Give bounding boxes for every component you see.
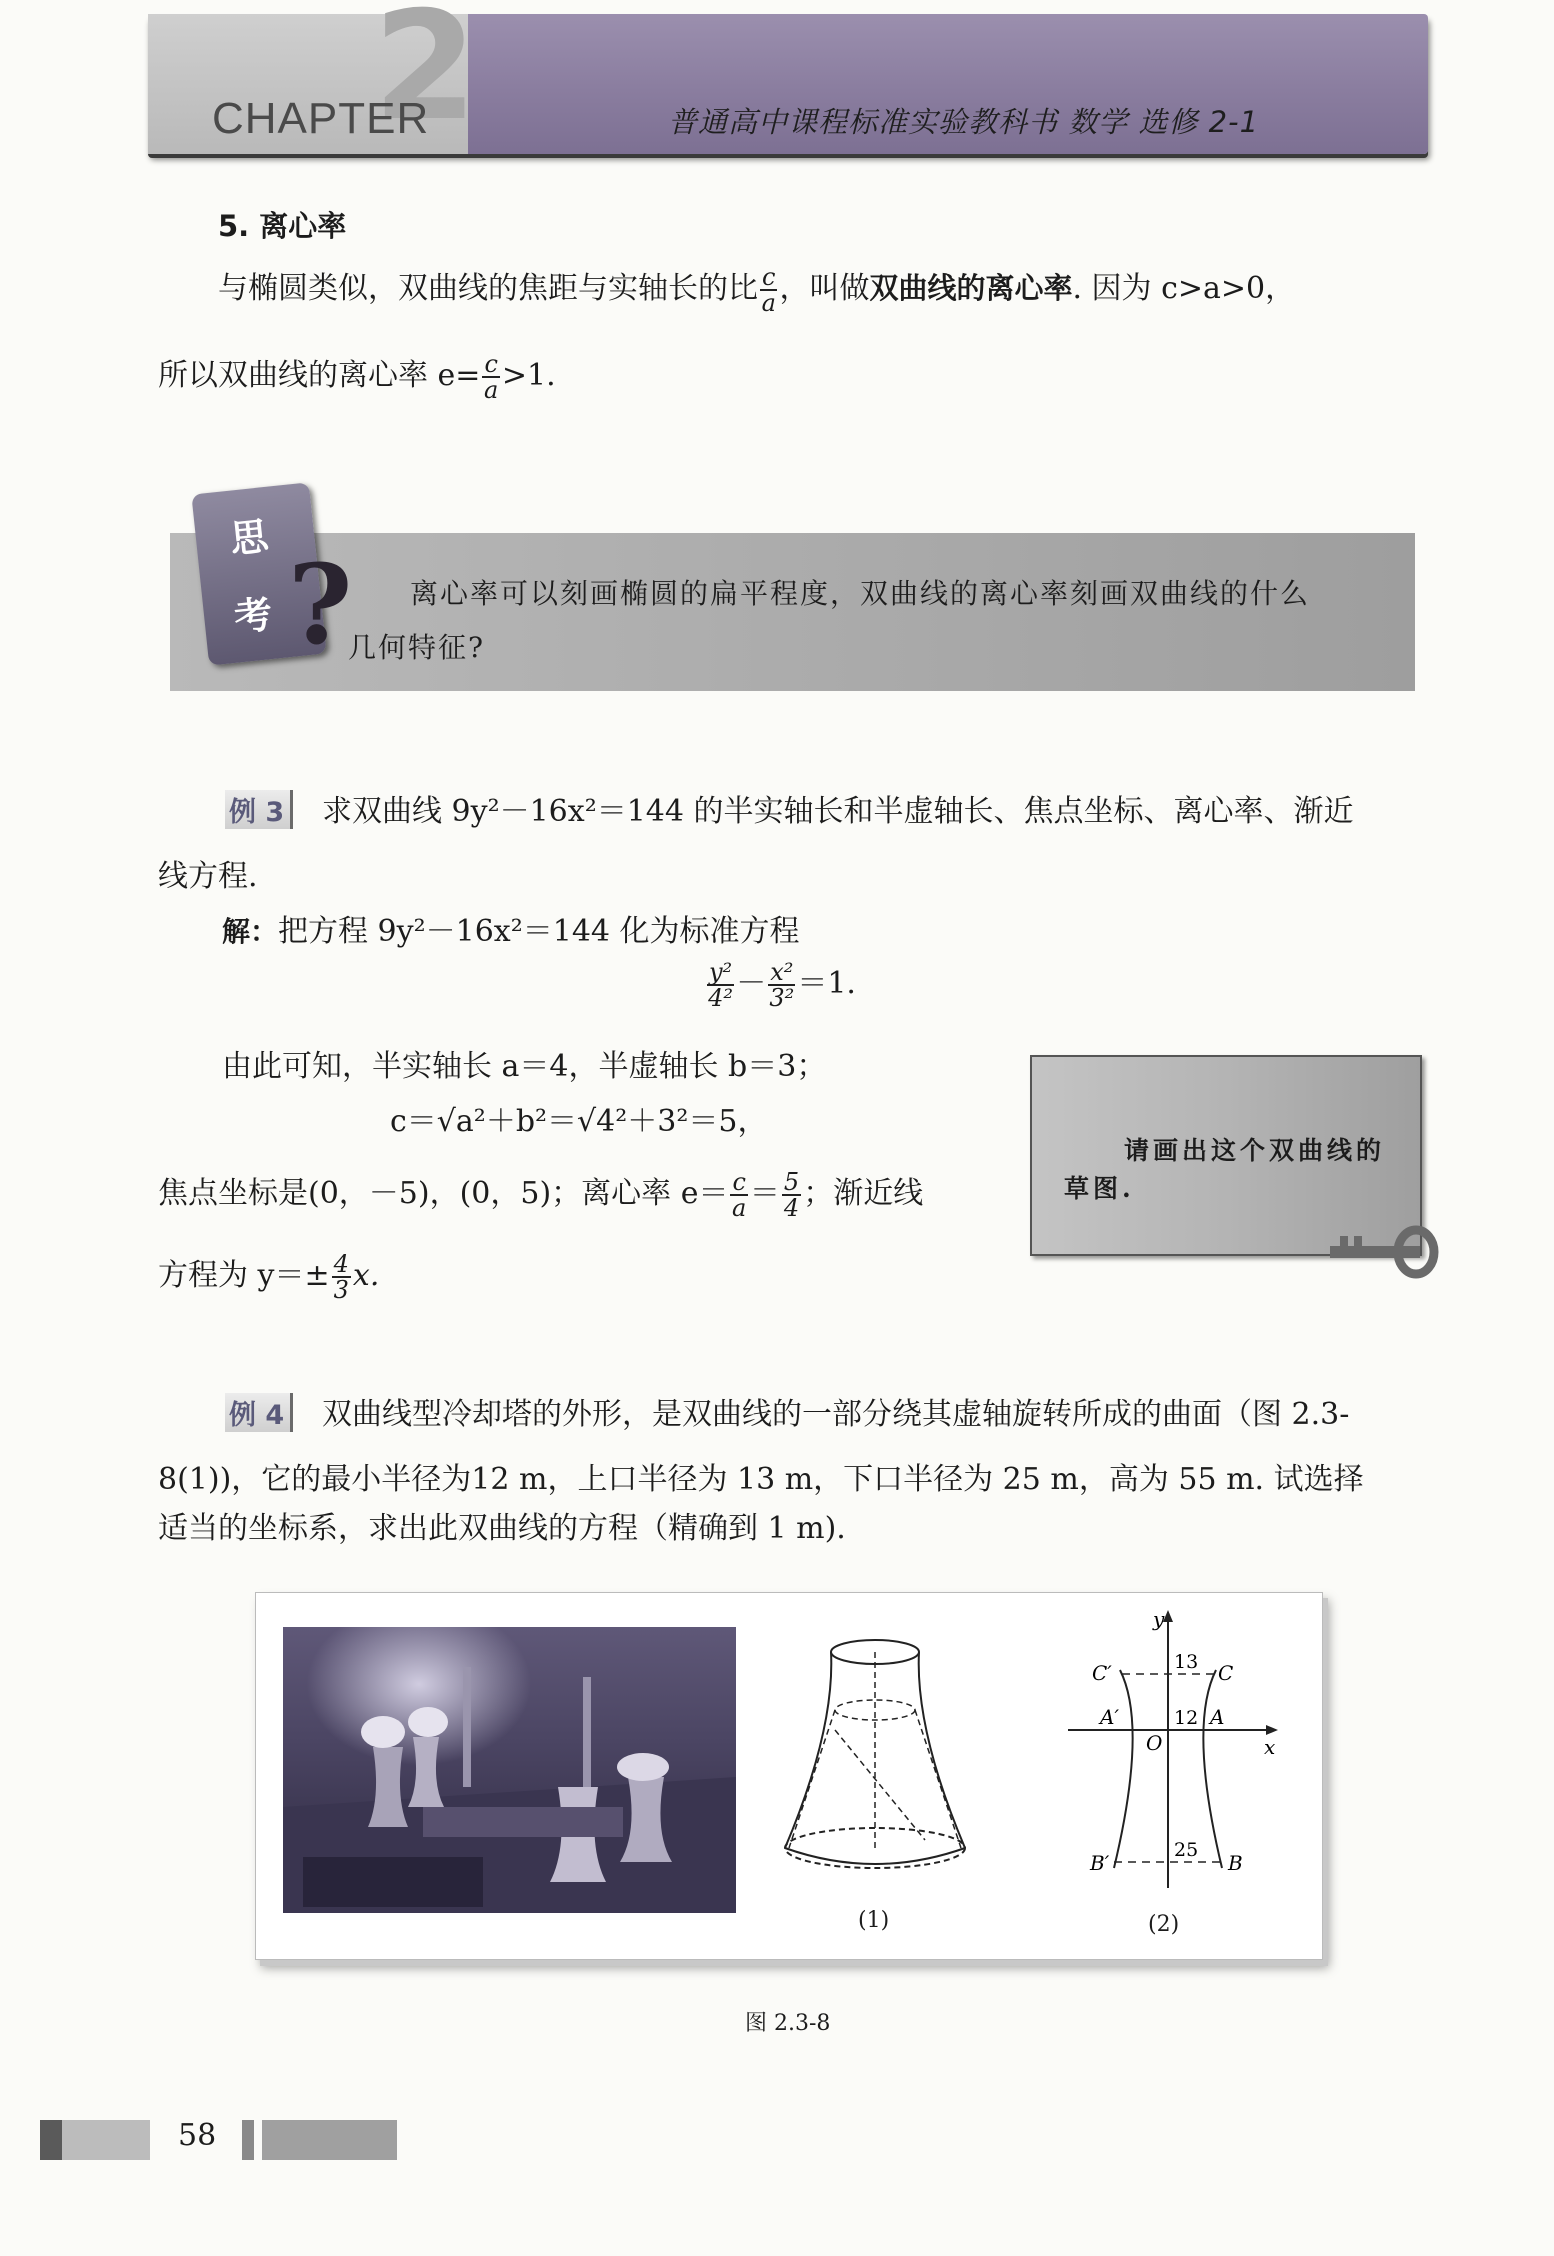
page-number: 58 bbox=[178, 2118, 217, 2153]
fraction-denominator: 3 bbox=[333, 1276, 349, 1304]
text-run: ，叫做 bbox=[779, 271, 870, 306]
point-a-prime-label: A′ bbox=[1100, 1705, 1119, 1729]
question-mark-icon: ? bbox=[288, 540, 353, 669]
chapter-badge bbox=[148, 0, 478, 154]
fraction-numerator: c bbox=[732, 1168, 746, 1196]
chapter-number: 2 bbox=[373, 0, 478, 154]
y-axis-label: y bbox=[1153, 1608, 1165, 1631]
footer-decoration-right bbox=[242, 2120, 397, 2160]
x-axis-label: x bbox=[1264, 1735, 1276, 1759]
figure-caption: 图 2.3-8 bbox=[745, 2011, 831, 2036]
fraction-numerator: 5 bbox=[783, 1168, 800, 1196]
text-run: x. bbox=[352, 1258, 380, 1293]
chapter-header bbox=[148, 0, 1428, 154]
fraction-denominator: 4² bbox=[708, 984, 734, 1012]
text-run: ＝1. bbox=[797, 966, 856, 1001]
think-badge-char: 考 bbox=[232, 590, 275, 640]
sub-caption-2: (2) bbox=[1148, 1912, 1180, 1937]
example4-label bbox=[225, 1393, 293, 1432]
footer-decoration-left bbox=[40, 2120, 150, 2160]
top-radius-label: 13 bbox=[1174, 1651, 1199, 1673]
section-heading: 5. 离心率 bbox=[218, 209, 347, 243]
fraction bbox=[768, 960, 795, 1010]
example4-line1: 双曲线型冷却塔的外形，是双曲线的一部分绕其虚轴旋转所成的曲面（图 2.3- bbox=[322, 1397, 1350, 1432]
fraction-denominator: a bbox=[761, 289, 776, 317]
fraction-numerator: c bbox=[484, 350, 498, 378]
text-run: ＝ bbox=[749, 1176, 780, 1211]
think-badge-char: 思 bbox=[227, 512, 271, 562]
point-b-prime-label: B′ bbox=[1090, 1851, 1110, 1875]
fraction bbox=[782, 1170, 801, 1220]
fraction bbox=[760, 265, 777, 315]
section-paragraph-line1 bbox=[218, 265, 1428, 315]
photo-illustration bbox=[283, 1627, 736, 1913]
example3-line1: 求双曲线 9y²－16x²＝144 的半实轴长和半虚轴长、焦点坐标、离心率、渐近 bbox=[322, 794, 1354, 829]
fraction-denominator: a bbox=[484, 376, 499, 404]
fraction-numerator: x² bbox=[770, 958, 794, 986]
axes-line: 由此可知，半实轴长 a＝4，半虚轴长 b＝3； bbox=[222, 1049, 827, 1084]
fraction-numerator: y² bbox=[709, 958, 733, 986]
solution-label: 解： bbox=[222, 915, 279, 948]
text-run: . 因为 c>a>0， bbox=[1072, 271, 1296, 306]
term-bold: 双曲线的离心率 bbox=[869, 271, 1073, 305]
text-run: >1. bbox=[501, 358, 556, 393]
asymptote-line bbox=[158, 1252, 379, 1302]
fraction bbox=[482, 352, 499, 402]
hyperbola-diagram bbox=[1050, 1608, 1300, 1898]
example-label: 例 3 bbox=[225, 790, 293, 829]
text-run: 所以双曲线的离心率 e= bbox=[158, 358, 481, 393]
think-text-line2: 几何特征? bbox=[348, 631, 486, 664]
example-label: 例 4 bbox=[225, 1393, 293, 1432]
chapter-label: CHAPTER bbox=[212, 94, 430, 143]
sub-caption-1: (1) bbox=[858, 1908, 890, 1933]
bottom-radius-label: 25 bbox=[1174, 1839, 1199, 1861]
text-run: 方程为 y＝± bbox=[158, 1258, 330, 1293]
fraction-numerator: c bbox=[762, 263, 776, 291]
mid-radius-label: 12 bbox=[1174, 1707, 1199, 1729]
standard-equation bbox=[705, 960, 856, 1010]
example3-line2: 线方程. bbox=[158, 859, 258, 894]
example4-line2: 8(1))，它的最小半径为12 m，上口半径为 13 m，下口半径为 25 m，高为 55 m. 试选择 bbox=[158, 1462, 1364, 1497]
fraction-numerator: 4 bbox=[333, 1250, 349, 1278]
fraction-denominator: a bbox=[732, 1194, 747, 1222]
point-c-label: C bbox=[1218, 1661, 1234, 1685]
point-c-prime-label: C′ bbox=[1092, 1661, 1112, 1685]
fraction-denominator: 3² bbox=[769, 984, 795, 1012]
text-run: ；渐近线 bbox=[803, 1176, 924, 1211]
fraction bbox=[730, 1170, 747, 1220]
note-line1: 请画出这个双曲线的 bbox=[1124, 1136, 1386, 1165]
point-a-label: A bbox=[1210, 1705, 1225, 1729]
section-paragraph-line2 bbox=[158, 352, 556, 402]
fraction-denominator: 4 bbox=[783, 1194, 800, 1222]
fraction bbox=[332, 1252, 351, 1302]
c-equation: c＝√a²＋b²＝√4²＋3²＝5， bbox=[390, 1104, 768, 1139]
text-run: － bbox=[736, 966, 767, 1001]
point-b-label: B bbox=[1228, 1851, 1243, 1875]
key-icon bbox=[1320, 1220, 1440, 1284]
origin-label: O bbox=[1146, 1731, 1163, 1755]
cooling-tower-sketch bbox=[775, 1630, 975, 1890]
book-title: 普通高中课程标准实验教科书 数学 选修 2-1 bbox=[668, 105, 1260, 139]
example3-label bbox=[225, 790, 293, 829]
text-run: 与椭圆类似，双曲线的焦距与实轴长的比 bbox=[218, 271, 758, 306]
solution-line1 bbox=[222, 910, 800, 954]
fraction bbox=[707, 960, 734, 1010]
cooling-tower-photo bbox=[283, 1627, 736, 1913]
focus-line bbox=[158, 1170, 923, 1220]
think-box bbox=[170, 533, 1415, 691]
text-run: 焦点坐标是(0，－5)，(0，5)；离心率 e＝ bbox=[158, 1176, 729, 1211]
think-text-line1: 离心率可以刻画椭圆的扁平程度，双曲线的离心率刻画双曲线的什么 bbox=[410, 577, 1311, 610]
text-run: 把方程 9y²－16x²＝144 化为标准方程 bbox=[278, 914, 800, 949]
example4-line3: 适当的坐标系，求出此双曲线的方程（精确到 1 m). bbox=[158, 1511, 846, 1546]
note-line2: 草图. bbox=[1064, 1174, 1135, 1203]
